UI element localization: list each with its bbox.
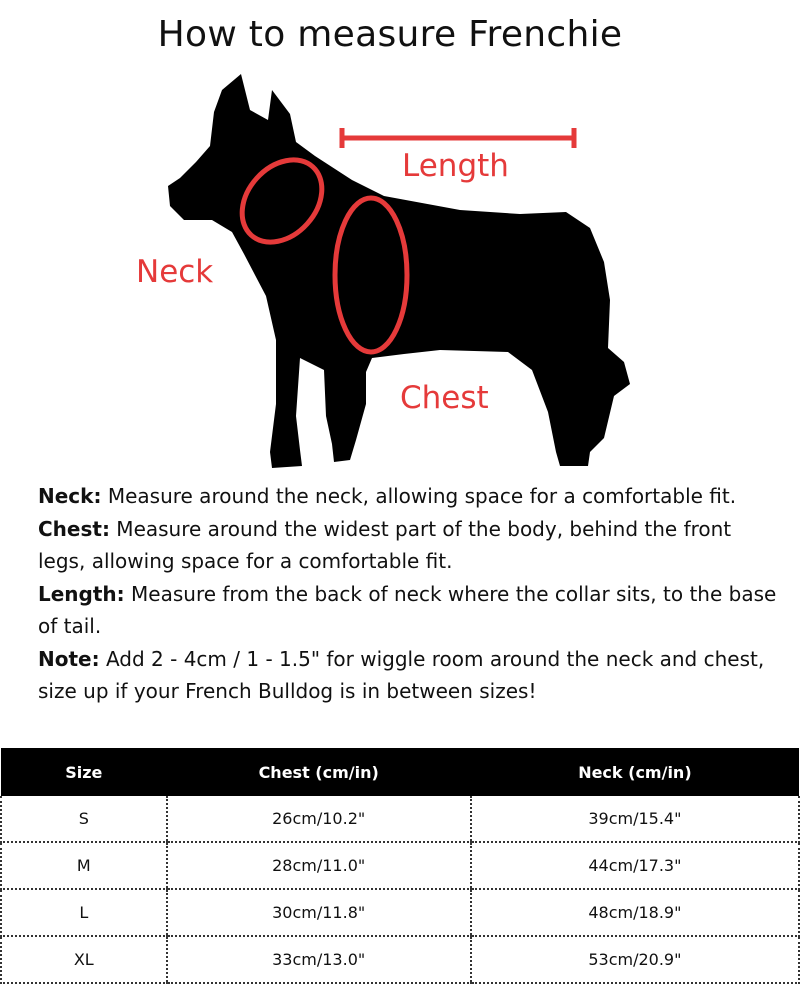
table-row [1,936,799,983]
header-neck: Neck (cm/in) [471,748,799,796]
measurement-instructions [38,480,778,708]
neck-label: Neck [136,254,214,290]
instruction-note [38,643,778,708]
instruction-term: Chest: [38,516,110,541]
size-cell: S [1,796,167,842]
neck-cell: 44cm/17.3" [471,842,799,889]
size-cell: XL [1,936,167,983]
instruction-chest [38,513,778,578]
instruction-term: Note: [38,646,100,671]
dog-body-shape [168,74,630,468]
chest-cell: 28cm/11.0" [167,842,471,889]
table-row [1,796,799,842]
header-chest: Chest (cm/in) [167,748,471,796]
page-title: How to measure Frenchie [157,14,623,55]
chest-cell: 26cm/10.2" [167,796,471,842]
chest-label: Chest [400,380,489,416]
instruction-length [38,578,778,643]
instruction-neck [38,480,778,513]
size-chart-table [0,748,800,984]
chest-cell: 30cm/11.8" [167,889,471,936]
neck-cell: 53cm/20.9" [471,936,799,983]
instruction-text: Add 2 - 4cm / 1 - 1.5" for wiggle room around the neck and chest, size up if your French Bulldog is in between sizes! [38,646,765,703]
french-bulldog-silhouette-icon [0,62,800,482]
size-cell: M [1,842,167,889]
instruction-term: Neck: [38,484,102,508]
header-size: Size [1,748,167,796]
table-row [1,842,799,889]
length-label: Length [402,148,509,184]
neck-cell: 39cm/15.4" [471,796,799,842]
neck-cell: 48cm/18.9" [471,889,799,936]
instruction-text: Measure from the back of neck where the collar sits, to the base of tail. [38,581,777,638]
size-cell: L [1,889,167,936]
instruction-text: Measure around the widest part of the body, behind the front legs, allowing space for a comfortable fit. [38,516,732,573]
table-row [1,889,799,936]
instruction-term: Length: [38,581,125,606]
chest-cell: 33cm/13.0" [167,936,471,983]
table-header-row [1,748,799,796]
instruction-text: Measure around the neck, allowing space for a comfortable fit. [101,484,737,508]
